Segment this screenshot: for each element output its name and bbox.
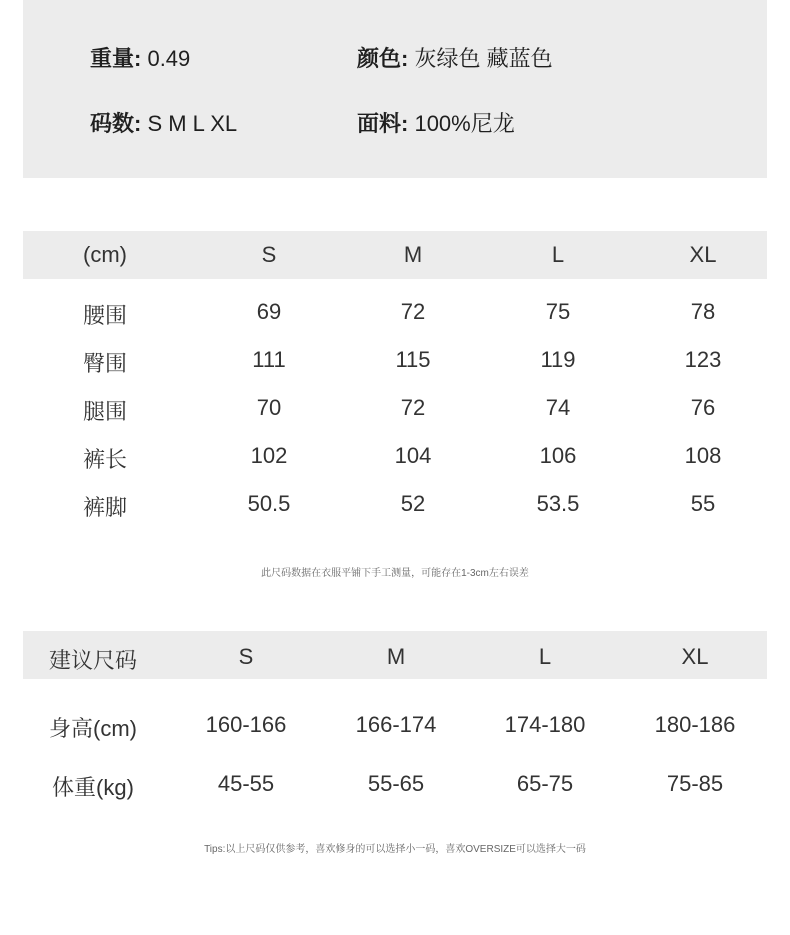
measure-cell: 52 xyxy=(400,491,426,516)
measure-header-l: L xyxy=(551,242,565,267)
measure-row-label: 臀围 xyxy=(82,351,127,376)
measure-cell: 50.5 xyxy=(247,491,291,516)
measure-header-unit: (cm) xyxy=(83,242,127,267)
fabric-value: 100%尼龙 xyxy=(414,111,515,136)
color-label: 颜色: xyxy=(357,46,409,71)
measure-row-label: 裤脚 xyxy=(82,495,127,520)
measure-cell: 76 xyxy=(690,395,716,420)
measure-cell: 53.5 xyxy=(536,491,580,516)
measure-header-xl: XL xyxy=(689,242,717,267)
suggest-header-l: L xyxy=(538,644,552,669)
measure-cell: 108 xyxy=(684,443,722,468)
suggest-header-m: M xyxy=(386,644,406,669)
measure-cell: 119 xyxy=(540,347,576,372)
measure-cell: 69 xyxy=(256,299,282,324)
product-info-panel xyxy=(23,0,767,178)
suggest-note: Tips:以上尺码仅供参考，喜欢修身的可以选择小一码，喜欢OVERSIZE可以选择大一码 xyxy=(204,844,586,855)
suggest-row-label-height: 身高(cm) xyxy=(49,716,137,741)
suggest-cell: 166-174 xyxy=(355,712,437,737)
measure-cell: 70 xyxy=(256,395,282,420)
weight-info xyxy=(90,42,190,73)
suggest-header-label: 建议尺码 xyxy=(48,648,137,673)
suggest-cell: 55-65 xyxy=(367,771,425,796)
fabric-info xyxy=(357,107,515,138)
measure-header-s: S xyxy=(261,242,277,267)
suggest-cell: 160-166 xyxy=(205,712,287,737)
suggest-cell: 180-186 xyxy=(654,712,736,737)
measure-note: 此尺码数据在衣服平铺下手工测量，可能存在1-3cm左右误差 xyxy=(261,568,529,579)
measure-cell: 106 xyxy=(539,443,577,468)
sizes-label: 码数: xyxy=(90,111,142,136)
sizes-value: S M L XL xyxy=(147,111,238,136)
fabric-label: 面料: xyxy=(357,111,409,136)
sizes-info xyxy=(90,107,237,138)
color-value: 灰绿色 藏蓝色 xyxy=(414,46,553,71)
measure-cell: 102 xyxy=(250,443,288,468)
suggest-header-s: S xyxy=(238,644,254,669)
measure-row-label: 裤长 xyxy=(82,447,127,472)
suggest-row-label-weight: 体重(kg) xyxy=(52,775,134,800)
weight-label: 重量: xyxy=(90,46,142,71)
measure-row-label: 腰围 xyxy=(82,303,127,328)
suggest-cell: 65-75 xyxy=(516,771,574,796)
color-info xyxy=(357,42,553,73)
measure-cell: 72 xyxy=(400,395,426,420)
measure-cell: 75 xyxy=(545,299,571,324)
suggest-cell: 75-85 xyxy=(666,771,724,796)
measure-header-m: M xyxy=(403,242,423,267)
measure-cell: 74 xyxy=(545,395,571,420)
measure-cell: 115 xyxy=(395,347,431,372)
measure-cell: 104 xyxy=(394,443,432,468)
suggest-cell: 45-55 xyxy=(217,771,275,796)
measure-cell: 123 xyxy=(684,347,722,372)
measure-row-label: 腿围 xyxy=(82,399,127,424)
suggest-header-xl: XL xyxy=(681,644,709,669)
measure-cell: 78 xyxy=(690,299,716,324)
measure-cell: 72 xyxy=(400,299,426,324)
measure-cell: 111 xyxy=(252,347,286,372)
suggest-cell: 174-180 xyxy=(504,712,586,737)
measure-cell: 55 xyxy=(690,491,716,516)
weight-value: 0.49 xyxy=(147,46,191,71)
